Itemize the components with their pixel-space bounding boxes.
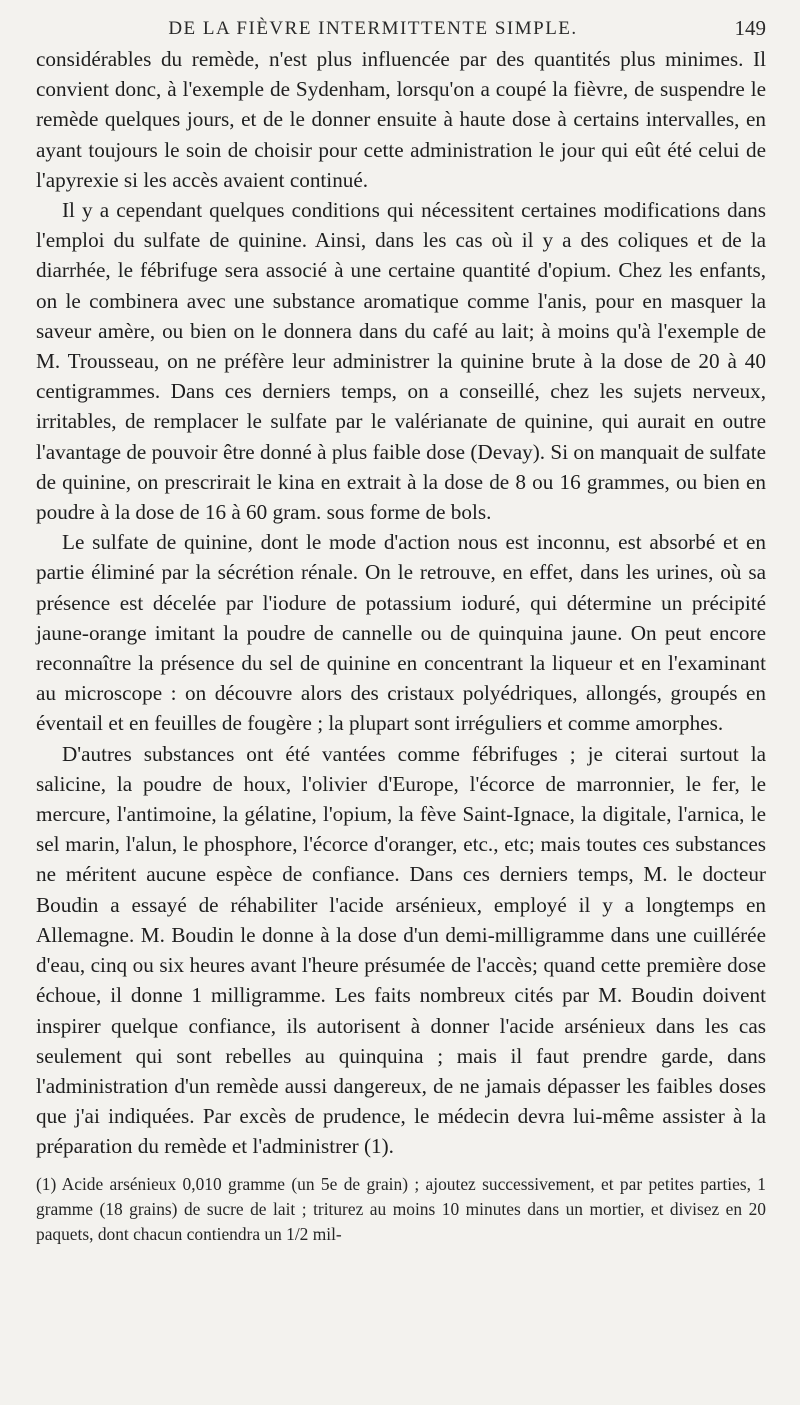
paragraph-other-febrifuges: D'autres substances ont été vantées comme fébrifuges ; je citerai surtout la salicine, la poudre de houx, l'olivier d'Europe, l'écorce de marronnier, le fer, le mercure, l'antimoine, la gélatine, l'opium, la fève Saint-Ignace, la digitale, l'arnica, le sel marin, l'alun, le phosphore, l'écorce d'oranger, etc., etc; mais toutes ces substances ne méritent aucune espèce de confiance. Dans ces derniers temps, M. le docteur Boudin a essayé de réhabiliter l'acide arsénieux, employé il y a longtemps en Allemagne. M. Boudin le donne à la dose d'un demi-milligramme dans une cuillérée d'eau, cinq ou six heures avant l'heure présumée de l'accès; quand cette première dose échoue, il donne 1 milligramme. Les faits nombreux cités par M. Boudin doivent inspirer quelque confiance, ils autorisent à donner l'acide arsénieux dans les cas seulement qui sont rebelles au quinquina ; mais il faut prendre garde, dans l'administration d'un remède aussi dangereux, de ne jamais dépasser les faibles doses que j'ai indiquées. Par excès de prudence, le médecin devra lui-même assister à la préparation du remède et l'administrer (1). [36, 741, 766, 1159]
running-head: DE LA FIÈVRE INTERMITTENTE SIMPLE. [168, 18, 578, 39]
paragraph-continuation: considérables du remède, n'est plus influencée par des quantités plus minimes. Il convient donc, à l'exemple de Sydenham, lorsqu'on a coupé la fièvre, de suspendre le remède quelques jours, et de le donner ensuite à haute dose à certains intervalles, en ayant toujours le soin de choisir pour cette administration le jour qui eût été celui de l'apyrexie si les accès avaient continué. [36, 47, 766, 192]
paragraph-quinine-elimination: Le sulfate de quinine, dont le mode d'action nous est inconnu, est absorbé et en partie éliminé par la sécrétion rénale. On le retrouve, en effet, dans les urines, où sa présence est décelée par l'iodure de potassium ioduré, qui détermine un précipité jaune-orange imitant la poudre de cannelle ou de quinquina jaune. On peut encore reconnaître la présence du sel de quinine en concentrant la liqueur et en l'examinant au microscope : on découvre alors des cristaux polyédriques, allongés, groupés en éventail et en feuilles de fougère ; la plupart sont irréguliers et comme amorphes. [36, 530, 766, 736]
paragraph-quinine-modifications: Il y a cependant quelques conditions qui nécessitent certaines modifications dans l'emploi du sulfate de quinine. Ainsi, dans les cas où il y a des coliques et de la diarrhée, le fébrifuge sera associé à une certaine quantité d'opium. Chez les enfants, on le combinera avec une substance aromatique comme l'anis, pour en masquer la saveur amère, ou bien on le donnera dans du café au lait; à moins qu'à l'exemple de M. Trousseau, on ne préfère leur administrer la quinine brute à la dose de 20 à 40 centigrammes. Dans ces derniers temps, on a conseillé, chez les sujets nerveux, irritables, de remplacer le sulfate par le valérianate de quinine, qui aurait en outre l'avantage de pouvoir être donné à plus faible dose (Devay). Si on manquait de sulfate de quinine, on prescrirait le kina en extrait à la dose de 8 ou 16 grammes, ou bien en poudre à la dose de 16 à 60 gram. sous forme de bols. [36, 198, 766, 525]
page-number: 149 [734, 16, 766, 40]
body-text [36, 44, 766, 1247]
footnote: (1) Acide arsénieux 0,010 gramme (un 5e de grain) ; ajoutez successivement, et par petites parties, 1 gramme (18 grains) de sucre de lait ; triturez au moins 10 minutes dans un mortier, et divisez en 20 paquets, dont chacun contiendra un 1/2 mil- [36, 1173, 766, 1244]
page-header [30, 14, 766, 46]
